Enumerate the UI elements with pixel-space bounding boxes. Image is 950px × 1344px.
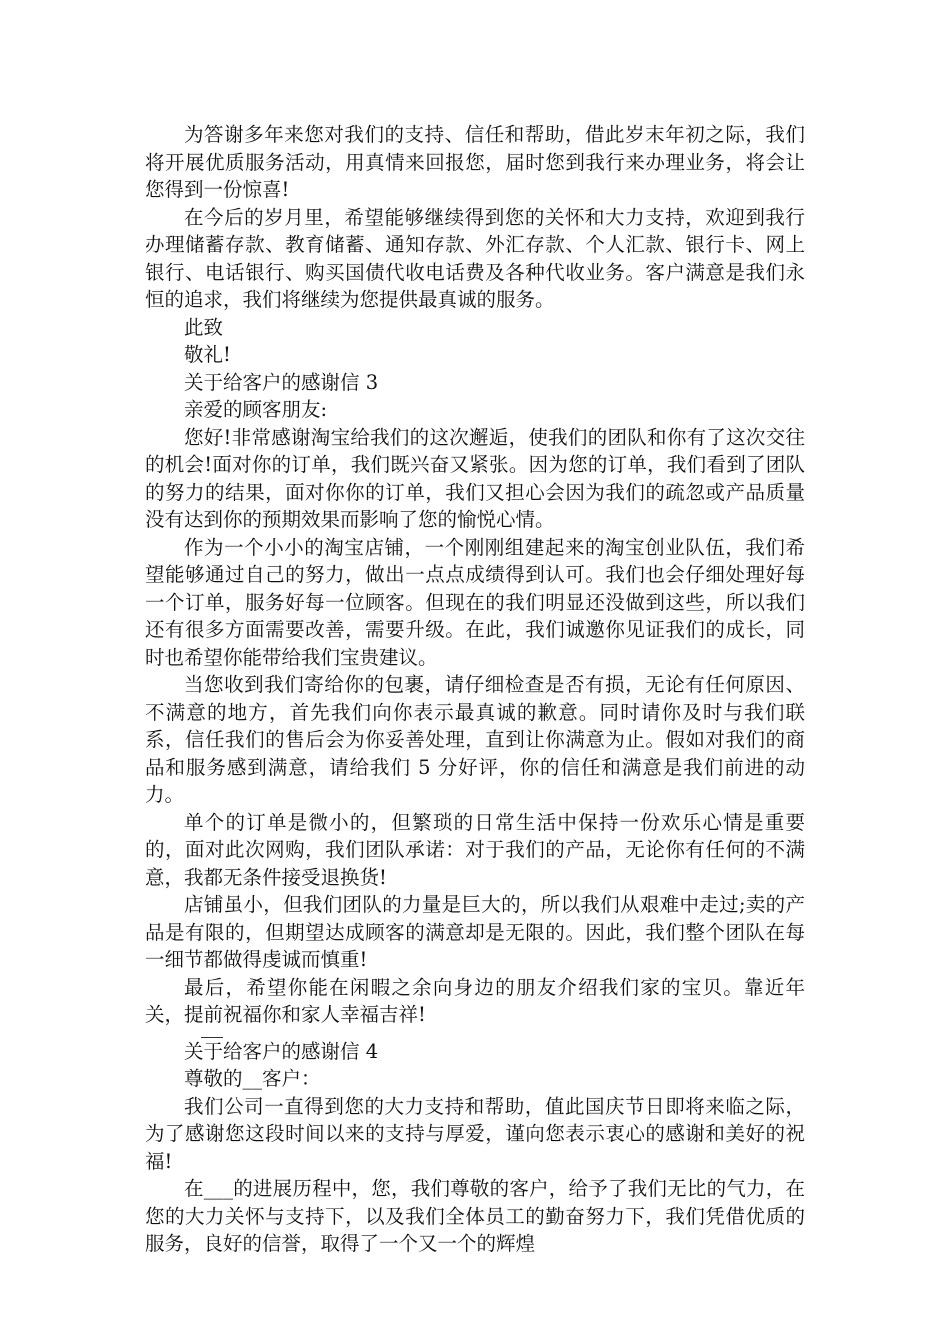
letter-3-greeting: 亲爱的顾客朋友: [184, 398, 328, 421]
paragraph-thanks-intro: 为答谢多年来您对我们的支持、信任和帮助，借此岁末年初之际，我们将开展优质服务活动，用真情来回报您，届时您到我行来办理业务，将会让您得到一份惊喜! [145, 123, 805, 201]
letter-4-title: 关于给客户的感谢信 4 [184, 1039, 379, 1063]
document-page [145, 121, 805, 1258]
letter-3-paragraph-1: 您好!非常感谢淘宝给我们的这次邂逅，使我们的团队和你有了这次交往的机会!面对你的订单，我们既兴奋又紧张。因为您的订单，我们看到了团队的努力的结果，面对你你的订单，我们又担心会因为我们的疏忽或产品质量没有达到你的预期效果而影响了您的愉悦心情。 [145, 425, 805, 531]
letter-3-paragraph-3: 当您收到我们寄给你的包裹，请仔细检查是否有损，无论有任何原因、不满意的地方，首先我们向你表示最真诚的歉意。同时请你及时与我们联系，信任我们的售后会为你妥善处理，直到让你满意为止。假如对我们的商品和服务感到满意，请给我们 5 分好评，你的信任和满意是我们前进的动力。 [145, 673, 805, 806]
closing-regards: 敬礼! [184, 343, 231, 366]
letter-3-paragraph-6: 最后，希望你能在闲暇之余向身边的朋友介绍我们家的宝贝。靠近年关，提前祝福你和家人幸福吉祥! [145, 975, 805, 1026]
letter-3-paragraph-2: 作为一个小小的淘宝店铺，一个刚刚组建起来的淘宝创业队伍，我们希望能够通过自己的努力，做出一点点成绩得到认可。我们也会仔细处理好每一个订单，服务好每一位顾客。但现在的我们明显还没做到这些，所以我们还有很多方面需要改善，需要升级。在此，我们诚邀你见证我们的成长，同时也希望你能带给我们宝贵建议。 [145, 535, 805, 669]
letter-3-paragraph-4: 单个的订单是微小的，但繁琐的日常生活中保持一份欢乐心情是重要的，面对此次网购，我们团队承诺：对于我们的产品，无论你有任何的不满意，我都无条件接受退换货! [145, 810, 805, 889]
closing-salutation: 此致 [184, 315, 224, 339]
paragraph-services: 在今后的岁月里，希望能够继续得到您的关怀和大力支持，欢迎到我行办理储蓄存款、教育储蓄、通知存款、外汇存款、个人汇款、银行卡、网上银行、电话银行、购买国债代收电话费及各种代收业务。客户满意是我们永恒的追求，我们将继续为您提供最真诚的服务。 [145, 205, 805, 311]
letter-4-paragraph-1: 我们公司一直得到您的大力支持和帮助，值此国庆节日即将来临之际，为了感谢您这段时间以来的支持与厚爱，谨向您表示衷心的感谢和美好的祝福! [145, 1094, 805, 1173]
letter-3-paragraph-5: 店铺虽小，但我们团队的力量是巨大的，所以我们从艰难中走过;卖的产品是有限的，但期望达成顾客的满意却是无限的。因此，我们整个团队在每一细节都做得虔诚而慎重! [145, 893, 805, 971]
letter-3-title: 关于给客户的感谢信 3 [184, 370, 379, 394]
letter-4-greeting: 尊敬的__客户： [184, 1067, 321, 1090]
letter-4-paragraph-2: 在___的进展历程中，您，我们尊敬的客户，给予了我们无比的气力，在您的大力关怀与支持下，以及我们全体员工的勤奋努力下，我们凭借优质的服务，良好的信誉，取得了一个又一个的辉煌 [145, 1177, 805, 1255]
